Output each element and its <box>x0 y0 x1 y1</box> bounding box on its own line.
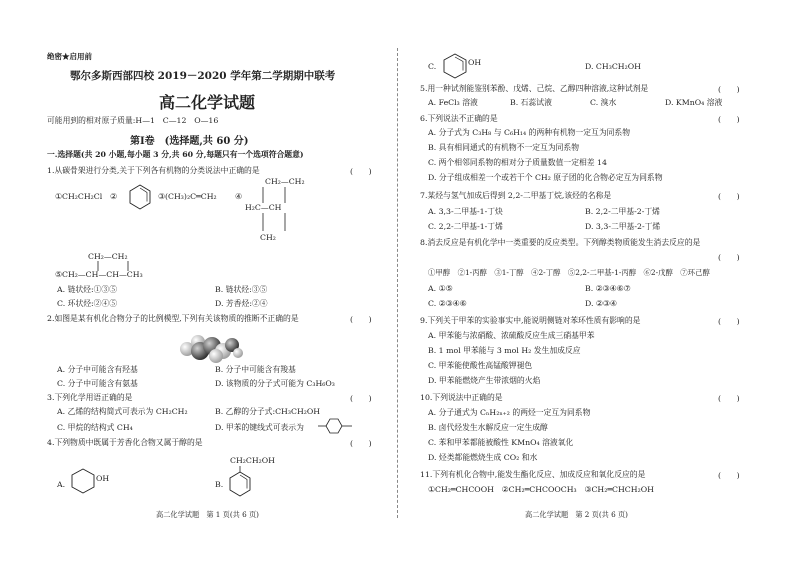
q2-option-d[interactable]: D. 该物质的分子式可能为 C₃H₆O₃ <box>215 379 335 388</box>
q1-option-c[interactable]: C. 环状烃:②④⑤ <box>57 299 118 308</box>
question-3: 3.下列化学用语正确的是 <box>47 393 133 402</box>
answer-blank: ( ) <box>350 439 372 448</box>
page-divider <box>397 48 398 518</box>
q6-option-c[interactable]: C. 两个相邻同系物的相对分子质量数值一定相差 14 <box>428 158 607 167</box>
question-9: 9.下列关于甲苯的实验事实中,能说明侧链对苯环性质有影响的是 <box>420 316 641 325</box>
question-8: 8.消去反应是有机化学中一类重要的反应类型。下列醇类物质能发生消去反应的是 <box>420 238 701 247</box>
part-heading: 第Ⅰ卷 (选择题,共 60 分) <box>130 136 249 147</box>
q4-option-d[interactable]: D. CH₃CH₂OH <box>585 62 641 71</box>
q10-option-d[interactable]: D. 烃类都能燃烧生成 CO₂ 和水 <box>428 453 538 462</box>
q8-option-a[interactable]: A. ①⑤ <box>428 284 453 293</box>
molecule-model-image <box>178 331 244 363</box>
question-11: 11.下列有机化合物中,能发生酯化反应、加成反应和氧化反应的是 <box>420 470 646 479</box>
q9-option-d[interactable]: D. 甲苯能燃烧产生带浓烟的火焰 <box>428 376 541 385</box>
question-1: 1.从碳骨架进行分类,关于下列各有机物的分类说法中正确的是 <box>47 166 260 175</box>
q2-option-c[interactable]: C. 分子中可能含有氨基 <box>57 379 138 388</box>
q7-option-a[interactable]: A. 3,3-二甲基-1-丁炔 <box>428 207 503 216</box>
page-footer: 高二化学试题 第 2 页(共 6 页) <box>525 510 628 519</box>
benzene-ring-icon <box>228 466 252 498</box>
q4-option-c[interactable]: C. <box>428 62 437 71</box>
question-5: 5.用一种试剂能鉴别苯酚、戊烯、己烷、乙醇四种溶液,这种试剂是 <box>420 84 649 93</box>
q8-option-d[interactable]: D. ②③④ <box>585 299 617 308</box>
phenol-ring-icon <box>442 53 468 79</box>
secret-label: 绝密★启用前 <box>47 52 92 61</box>
toluene-skeletal-icon <box>318 416 354 436</box>
q1-structure-3: ③(CH₃)₂C═CH₂ <box>158 192 217 201</box>
q6-option-a[interactable]: A. 分子式为 C₃H₈ 与 C₆H₁₄ 的两种有机物一定互为同系物 <box>428 128 631 137</box>
cyclohexane-ring-icon <box>70 468 96 494</box>
q1-structure-4-top: CH₂—CH₂ <box>265 177 305 186</box>
q6-option-d[interactable]: D. 分子组成相差一个或若干个 CH₂ 原子团的化合物必定互为同系物 <box>428 173 663 182</box>
question-4: 4.下列物质中既属于芳香化合物又属于醇的是 <box>47 438 203 447</box>
q1-option-d[interactable]: D. 芳香烃:②④ <box>215 299 268 308</box>
q1-option-b[interactable]: B. 链状烃:③⑤ <box>215 285 268 294</box>
q3-option-b[interactable]: B. 乙醇的分子式:CH₃CH₂OH <box>215 407 321 416</box>
q5-option-a[interactable]: A. FeCl₃ 溶液 <box>428 98 478 107</box>
q9-option-c[interactable]: C. 甲苯能使酸性高锰酸钾褪色 <box>428 361 533 370</box>
q7-option-c[interactable]: C. 2,2-二甲基-1-丁烯 <box>428 222 503 231</box>
q3-option-d[interactable]: D. 甲苯的键线式可表示为 <box>215 423 304 432</box>
answer-blank: ( ) <box>350 315 372 324</box>
answer-blank: ( ) <box>718 471 740 480</box>
q1-option-a[interactable]: A. 链状烃:①③⑤ <box>57 285 117 294</box>
answer-blank: ( ) <box>718 85 740 94</box>
page-footer: 高二化学试题 第 1 页(共 6 页) <box>156 510 259 519</box>
q11-compound-list: ①CH₂═CHCOOH ②CH₂═CHCOOCH₃ ③CH₂═CHCH₂OH <box>428 485 654 494</box>
q9-option-b[interactable]: B. 1 mol 甲苯能与 3 mol H₂ 发生加成反应 <box>428 346 581 355</box>
answer-blank: ( ) <box>718 253 740 262</box>
q1-structure-4-label: ④ <box>235 192 242 201</box>
q2-option-a[interactable]: A. 分子中可能含有羟基 <box>57 365 138 374</box>
q7-option-d[interactable]: D. 3,3-二甲基-2-丁烯 <box>585 222 661 231</box>
q10-option-c[interactable]: C. 苯和甲苯都能被酸性 KMnO₄ 溶液氧化 <box>428 438 574 447</box>
answer-blank: ( ) <box>718 192 740 201</box>
q5-option-c[interactable]: C. 溴水 <box>590 98 617 107</box>
answer-blank: ( ) <box>718 317 740 326</box>
question-10: 10.下列说法中正确的是 <box>420 393 503 402</box>
atomic-masses: 可能用到的相对原子质量:H—1 C—12 O—16 <box>47 116 219 125</box>
q10-option-a[interactable]: A. 分子通式为 CₙH₂ₙ₊₂ 的两烃一定互为同系物 <box>428 408 591 417</box>
answer-blank: ( ) <box>718 394 740 403</box>
q2-option-b[interactable]: B. 分子中可能含有羧基 <box>215 365 296 374</box>
question-2: 2.如图是某有机化合物分子的比例模型,下列有关该物质的推断不正确的是 <box>47 314 299 323</box>
q9-option-a[interactable]: A. 甲苯能与浓硝酸、浓硫酸反应生成三硝基甲苯 <box>428 331 595 340</box>
q4-option-a[interactable]: A. <box>57 480 66 489</box>
q7-option-b[interactable]: B. 2,2-二甲基-2-丁烯 <box>585 207 660 216</box>
q4-b-substituent: CH₂CH₂OH <box>230 456 275 465</box>
q5-option-d[interactable]: D. KMnO₄ 溶液 <box>665 98 723 107</box>
q1-structure-5-top: CH₂—CH₂ <box>88 252 128 261</box>
q1-structure-4-bottom: CH₂ <box>260 233 276 242</box>
answer-blank: ( ) <box>350 394 372 403</box>
exam-name: 鄂尔多斯西部四校 2019－2020 学年第二学期期中联考 <box>70 70 336 82</box>
q4-a-oh: OH <box>96 474 110 483</box>
q8-option-b[interactable]: B. ②③④⑥⑦ <box>585 284 631 293</box>
q4-c-oh: OH <box>468 58 482 67</box>
q3-option-a[interactable]: A. 乙烯的结构简式可表示为 CH₂CH₂ <box>57 407 188 416</box>
answer-blank: ( ) <box>350 167 372 176</box>
q6-option-b[interactable]: B. 具有相同通式的有机物不一定互为同系物 <box>428 143 580 152</box>
q1-structure-4-mid: H₂C—CH <box>245 203 282 212</box>
page-title: 高二化学试题 <box>159 93 256 112</box>
cyclic-bond-lines <box>245 185 295 235</box>
q3-option-c[interactable]: C. 甲烷的结构式 CH₄ <box>57 423 133 432</box>
q10-option-b[interactable]: B. 卤代烃发生水解反应一定生成醇 <box>428 423 548 432</box>
answer-blank: ( ) <box>718 115 740 124</box>
q8-alcohol-list: ①甲醇 ②1-丙醇 ③1-丁醇 ④2-丁醇 ⑤2,2-二甲基-1-丙醇 ⑥2-戊醇 ⑦环己醇 <box>428 268 710 277</box>
q4-option-b[interactable]: B. <box>215 480 224 489</box>
section-heading: 一.选择题(共 20 小题,每小题 3 分,共 60 分,每题只有一个选项符合题意) <box>47 150 304 159</box>
q5-option-b[interactable]: B. 石蕊试液 <box>510 98 552 107</box>
q8-option-c[interactable]: C. ②③④⑥ <box>428 299 467 308</box>
q1-structure-5: ⑤CH₂—CH—CH—CH₃ <box>55 270 143 279</box>
question-6: 6.下列说法不正确的是 <box>420 114 498 123</box>
question-7: 7.某烃与氢气加成后得到 2,2-二甲基丁烷,该烃的名称是 <box>420 191 612 200</box>
benzene-ring-icon <box>128 184 152 210</box>
q1-structure-1-2: ①CH₂CH₂Cl ② <box>55 192 118 201</box>
